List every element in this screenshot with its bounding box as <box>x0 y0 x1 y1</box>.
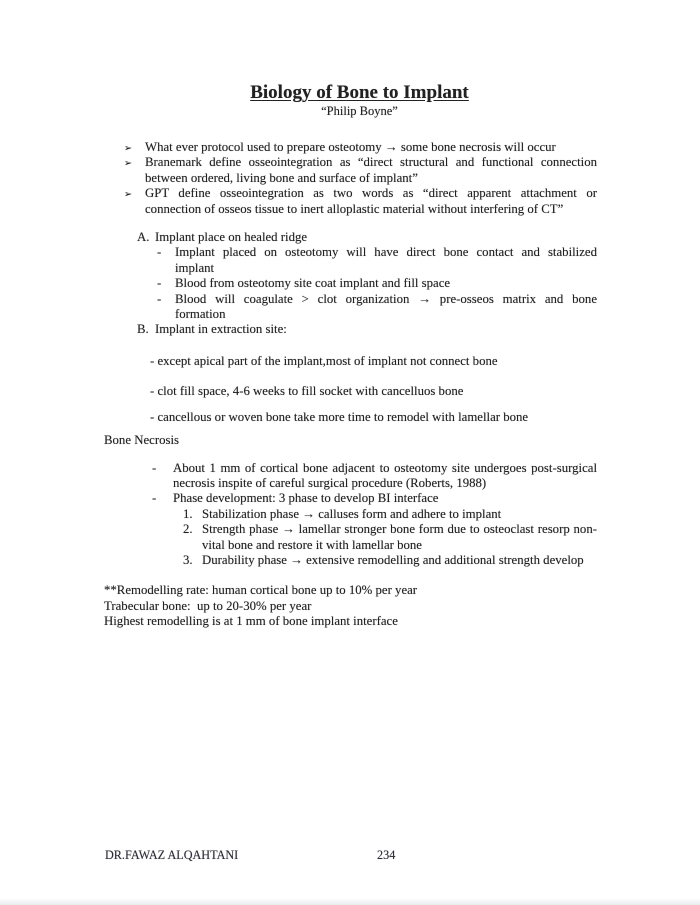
list-item-text: implant <box>175 260 215 275</box>
note-line <box>104 614 597 629</box>
footer-author: DR.FAWAZ ALQAHTANI <box>105 848 239 862</box>
page-footer <box>0 848 700 864</box>
number-label: 1. <box>183 506 193 521</box>
section-b-label: B. <box>137 322 149 337</box>
bullet-item <box>104 155 597 170</box>
paragraph-text: - except apical part of the implant,most of implant not connect bone <box>150 353 498 368</box>
dash-bullet: - <box>157 245 162 260</box>
numbered-item-text: Strength phase → lamellar stronger bone form due to osteoclast resorp non- <box>202 522 597 537</box>
bullet-text: Branemark define osseointegration as “direct structural and functional connection <box>145 155 597 170</box>
numbered-item-text: Durability phase → extensive remodelling and additional strength develop <box>202 552 584 567</box>
document-title: Biology of Bone to Implant <box>250 82 469 103</box>
section-a <box>104 230 597 338</box>
bullet-list <box>104 140 597 217</box>
note-text: **Remodelling rate: human cortical bone up to 10% per year <box>104 583 418 598</box>
section-heading-text: Implant place on healed ridge <box>155 230 308 245</box>
list-item-text: necrosis inspite of careful surgical procedure (Roberts, 1988) <box>173 475 487 490</box>
list-item <box>104 292 597 307</box>
section-b-heading <box>104 322 597 337</box>
paragraph-text: - clot fill space, 4-6 weeks to fill socket with cancelluos bone <box>150 384 464 399</box>
bullet-text: between ordered, living bone and surface of implant” <box>145 170 418 185</box>
section-a-heading <box>104 230 597 245</box>
list-item-text: About 1 mm of cortical bone adjacent to osteotomy site undergoes post-surgical <box>173 460 597 475</box>
paragraph-text: - cancellous or woven bone take more time to remodel with lamellar bone <box>150 409 529 424</box>
number-label: 3. <box>183 552 193 567</box>
bone-necrosis-heading <box>104 433 597 448</box>
list-item-wrap <box>104 476 597 491</box>
remodelling-notes <box>104 583 597 629</box>
arrow-bullet-icon: ➢ <box>124 189 132 201</box>
numbered-item <box>104 522 597 537</box>
note-text: Trabecular bone: up to 20-30% per year <box>104 598 312 613</box>
necrosis-list <box>104 461 597 569</box>
dash-bullet: - <box>152 460 157 475</box>
bullet-text-wrap <box>104 171 597 186</box>
arrow-bullet-icon: ➢ <box>124 158 132 170</box>
page-bottom-edge <box>0 898 700 905</box>
list-item <box>104 276 597 291</box>
bullet-item <box>104 140 597 155</box>
list-item-text: Blood from osteotomy site coat implant and fill space <box>175 276 451 291</box>
numbered-item-wrap <box>104 538 597 553</box>
section-a-label: A. <box>137 230 150 245</box>
list-item-text: Phase development: 3 phase to develop BI interface <box>173 491 439 506</box>
numbered-item <box>104 507 597 522</box>
dash-bullet: - <box>157 291 162 306</box>
dash-bullet: - <box>157 276 162 291</box>
note-text: Highest remodelling is at 1 mm of bone implant interface <box>104 614 398 629</box>
bullet-item <box>104 186 597 201</box>
list-item-wrap <box>104 261 597 276</box>
bullet-text: GPT define osseointegration as two words as “direct apparent attachment or <box>145 186 597 201</box>
note-line <box>104 599 597 614</box>
document-subtitle: “Philip Boyne” <box>321 104 398 118</box>
bullet-text-wrap <box>104 202 597 217</box>
numbered-item <box>104 553 597 568</box>
footer-page-number: 234 <box>377 848 396 862</box>
list-item <box>104 491 597 506</box>
bullet-text: connection of osseos tissue to inert alloplastic material without interfering of CT” <box>145 201 564 216</box>
bullet-text: What ever protocol used to prepare osteotomy → some bone necrosis will occur <box>145 140 556 154</box>
list-item <box>104 461 597 476</box>
list-item-text: Blood will coagulate > clot organization → pre-osseos matrix and bone <box>175 291 597 306</box>
arrow-bullet-icon: ➢ <box>124 143 132 154</box>
list-item-text: formation <box>175 307 226 322</box>
numbered-item-text: vital bone and restore it with lamellar bone <box>202 537 422 552</box>
dash-paragraph <box>104 384 597 399</box>
list-item <box>104 245 597 260</box>
list-item-text: Implant placed on osteotomy will have direct bone contact and stabilized <box>175 245 597 260</box>
section-heading-text: Implant in extraction site: <box>155 322 287 337</box>
number-label: 2. <box>183 522 193 537</box>
heading-text: Bone Necrosis <box>104 433 179 448</box>
dash-bullet: - <box>152 491 157 506</box>
numbered-item-text: Stabilization phase → calluses form and adhere to implant <box>202 506 502 521</box>
note-line <box>104 583 597 598</box>
dash-paragraph <box>104 354 597 369</box>
list-item-wrap <box>104 307 597 322</box>
dash-paragraph <box>104 410 597 425</box>
document-content <box>104 0 597 630</box>
title-block <box>113 82 606 119</box>
